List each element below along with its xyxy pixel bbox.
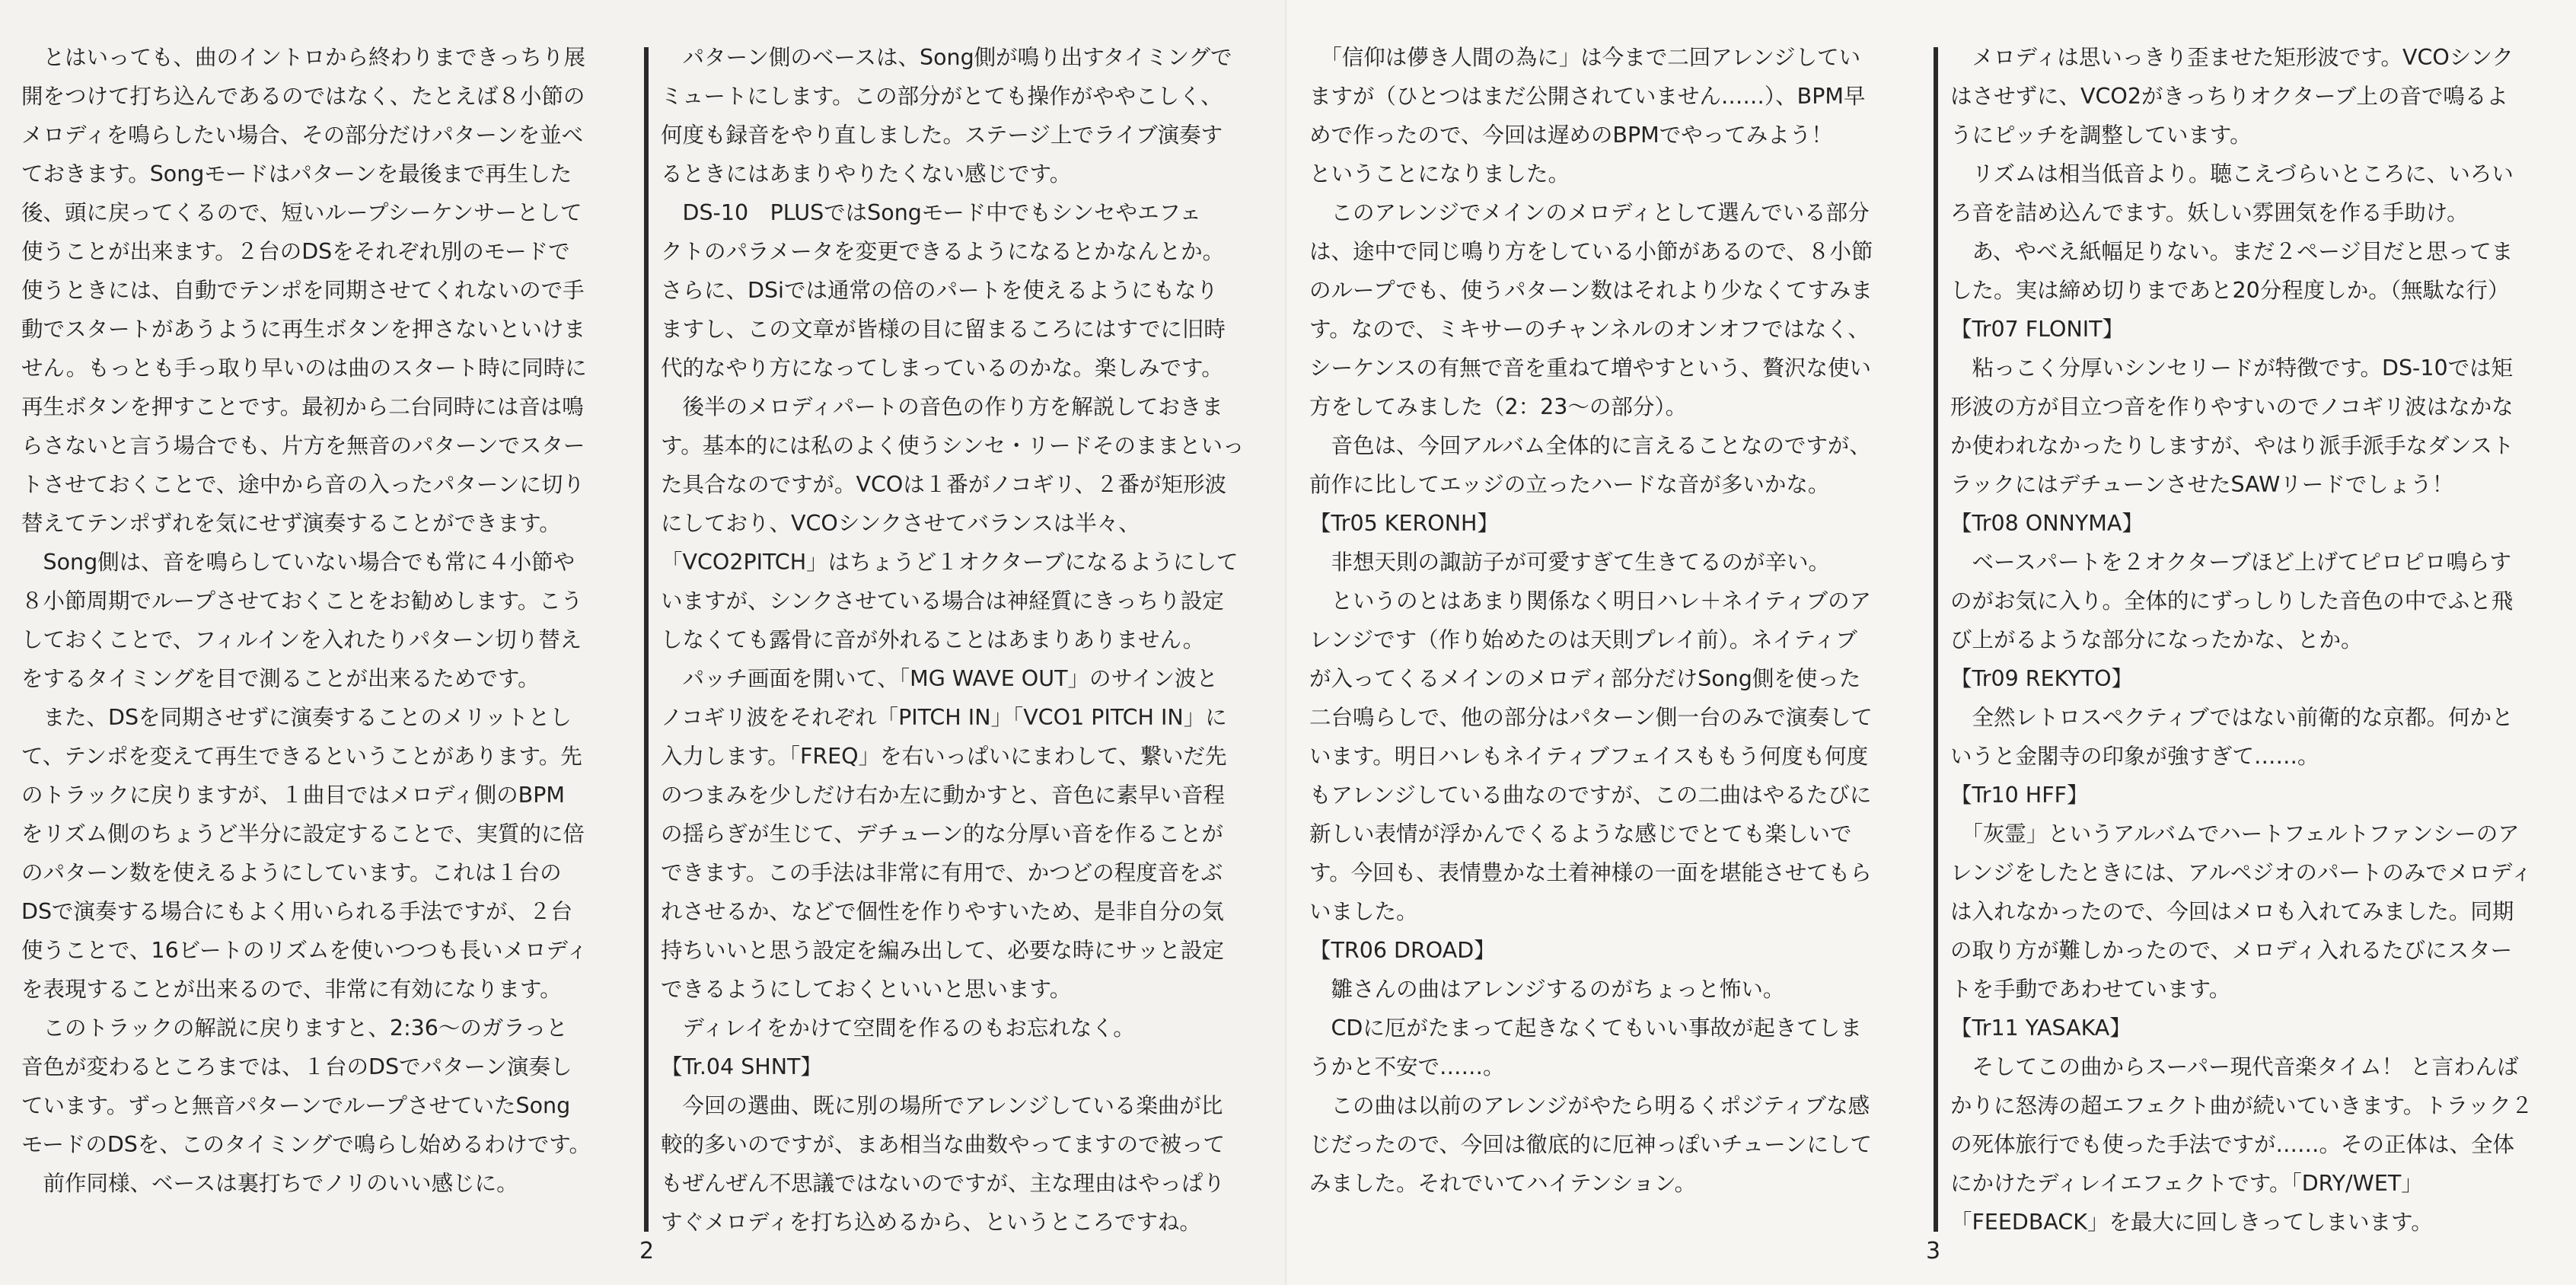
left-page-column-2: パターン側のベースは、Song側が鳴り出すタイミングで ミュートにします。この部分がとても操作がややこしく、 何度も録音をやり直しました。ステージ上でライブ演奏す るときにはあまりやりたくない感じです。 DS-10 PLUSではSongモード中でもシンセやエフェ クトのパラメータを変更できるようになるとかなんとか。 さらに、DSiでは通常の倍のパートを使えるようにもなり ますし、この文章が皆様の目に留まるころにはすでに旧時 代的なやり方になってしまっているのかな。楽しみです。 後半のメロディパートの音色の作り方を解説しておきま す。基本的には私のよく使うシンセ・リードそのままといっ た具合なのですが。VCOは１番がノコギリ、２番が矩形波 にしており、VCOシンクさせてバランスは半々、 「VCO2PITCH」はちょうど１オクターブになるようにして いますが、シンクさせている場合は神経質にきっちり設定 しなくても露骨に音が外れることはあまりありません。 パッチ画面を開いて、「MG WAVE OUT」のサイン波と ノコギリ波をそれぞれ「PITCH IN」「VCO1 PITCH IN」に 入力します。「FREQ」を右いっぱいにまわして、繋いだ先 のつまみを少しだけ右か左に動かすと、音色に素早い音程 の揺らぎが生じて、デチューン的な分厚い音を作ることが できます。この手法は非常に有用で、かつどの程度音をぶ れさせるか、などで個性を作りやすいため、是非自分の気 持ちいいと思う設定を編み出して、必要な時にサッと設定 できるようにしておくといいと思います。 ディレイをかけて空間を作るのもお忘れなく。 【Tr.04 SHNT】 今回の選曲、既に別の場所でアレンジしている楽曲が比 較的多いのですが、まあ相当な曲数やってますので被って もぜんぜん不思議ではないのですが、主な理由はやっぱり すぐメロディを打ち込めるから、というところですね。 bbox=[661, 45, 1245, 1235]
column-divider-right bbox=[1934, 47, 1938, 1232]
left-page-column-1: とはいっても、曲のイントロから終わりまできっちり展 開をつけて打ち込んであるのではなく、たとえば８小節の メロディを鳴らしたい場合、その部分だけパターンを並べ ておきます。Songモードはパターンを最後まで再生した 後、頭に戻ってくるので、短いループシーケンサーとして 使うことが出来ます。２台のDSをそれぞれ別のモードで 使うときには、自動でテンポを同期させてくれないので手 動でスタートがあうように再生ボタンを押さないといけま せん。もっとも手っ取り早いのは曲のスタート時に同時に 再生ボタンを押すことです。最初から二台同時には音は鳴 らさないと言う場合でも、片方を無音のパターンでスター トさせておくことで、途中から音の入ったパターンに切り 替えてテンポずれを気にせず演奏することができます。 Song側は、音を鳴らしていない場合でも常に４小節や ８小節周期でループさせておくことをお勧めします。こう しておくことで、フィルインを入れたりパターン切り替え をするタイミングを目で測ることが出来るためです。 また、DSを同期させずに演奏することのメリットとし て、テンポを変えて再生できるということがあります。先 のトラックに戻りますが、１曲目ではメロディ側のBPM をリズム側のちょうど半分に設定することで、実質的に倍 のパターン数を使えるようにしています。これは１台の DSで演奏する場合にもよく用いられる手法ですが、２台 使うことで、16ビートのリズムを使いつつも長いメロディ を表現することが出来るので、非常に有効になります。 このトラックの解説に戻りますと、2:36～のガラっと 音色が変わるところまでは、１台のDSでパターン演奏し ています。ずっと無音パターンでループさせていたSong モードのDSを、このタイミングで鳴らし始めるわけです。 前作同様、ベースは裏打ちでノリのいい感じに。 bbox=[21, 45, 591, 1196]
page-number-left: 2 bbox=[639, 1238, 655, 1264]
right-page bbox=[1288, 0, 2576, 1285]
page-number-right: 3 bbox=[1926, 1238, 1941, 1264]
right-page-column-2: メロディは思いっきり歪ませた矩形波です。VCOシンク はさせずに、VCO2がきっちりオクターブ上の音で鳴るよ うにピッチを調整しています。 リズムは相当低音より。聴こえづらいところに、いろい ろ音を詰め込んでます。妖しい雰囲気を作る手助け。 あ、やべえ紙幅足りない。まだ２ページ目だと思ってま した。実は締め切りまであと20分程度しか。（無駄な行） 【Tr07 FLONIT】 粘っこく分厚いシンセリードが特徴です。DS-10では矩 形波の方が目立つ音を作りやすいのでノコギリ波はなかな か使われなかったりしますが、やはり派手派手なダンスト ラックにはデチューンさせたSAWリードでしょう！ 【Tr08 ONNYMA】 ベースパートを２オクターブほど上げてピロピロ鳴らす のがお気に入り。全体的にずっしりした音色の中でふと飛 び上がるような部分になったかな、とか。 【Tr09 REKYTO】 全然レトロスペクティブではない前衛的な京都。何かと いうと金閣寺の印象が強すぎて……。 【Tr10 HFF】 「灰霊」というアルバムでハートフェルトファンシーのア レンジをしたときには、アルペジオのパートのみでメロディ は入れなかったので、今回はメロも入れてみました。同期 の取り方が難しかったので、メロディ入れるたびにスター トを手動であわせています。 【Tr11 YASAKA】 そしてこの曲からスーパー現代音楽タイム！ と言わんば かりに怒涛の超エフェクト曲が続いていきます。トラック２ の死体旅行でも使った手法ですが……。その正体は、全体 にかけたディレイエフェクトです。「DRY/WET」 「FEEDBACK」を最大に回しきってしまいます。 bbox=[1950, 45, 2533, 1235]
column-divider-left bbox=[644, 47, 649, 1232]
right-page-column-1: 「信仰は儚き人間の為に」は今まで二回アレンジしてい ますが（ひとつはまだ公開されていません……）、BPM早 めで作ったので、今回は遅めのBPMでやってみよう！ ということになりました。 このアレンジでメインのメロディとして選んでいる部分 は、途中で同じ鳴り方をしている小節があるので、８小節 のループでも、使うパターン数はそれより少なくてすみま す。なので、ミキサーのチャンネルのオンオフではなく、 シーケンスの有無で音を重ねて増やすという、贅沢な使い 方をしてみました（2：23～の部分）。 音色は、今回アルバム全体的に言えることなのですが、 前作に比してエッジの立ったハードな音が多いかな。 【Tr05 KERONH】 非想天則の諏訪子が可愛すぎて生きてるのが辛い。 というのとはあまり関係なく明日ハレ＋ネイティブのア レンジです（作り始めたのは天則プレイ前）。ネイティブ が入ってくるメインのメロディ部分だけSong側を使った 二台鳴らしで、他の部分はパターン側一台のみで演奏して います。明日ハレもネイティブフェイスももう何度も何度 もアレンジしている曲なのですが、この二曲はやるたびに 新しい表情が浮かんでくるような感じでとても楽しいで す。今回も、表情豊かな土着神様の一面を堪能させてもら いました。 【TR06 DROAD】 雛さんの曲はアレンジするのがちょっと怖い。 CDに厄がたまって起きなくてもいい事故が起きてしま うかと不安で……。 この曲は以前のアレンジがやたら明るくポジティブな感 じだったので、今回は徹底的に厄神っぽいチューンにして みました。それでいてハイテンション。 bbox=[1309, 45, 1873, 1196]
